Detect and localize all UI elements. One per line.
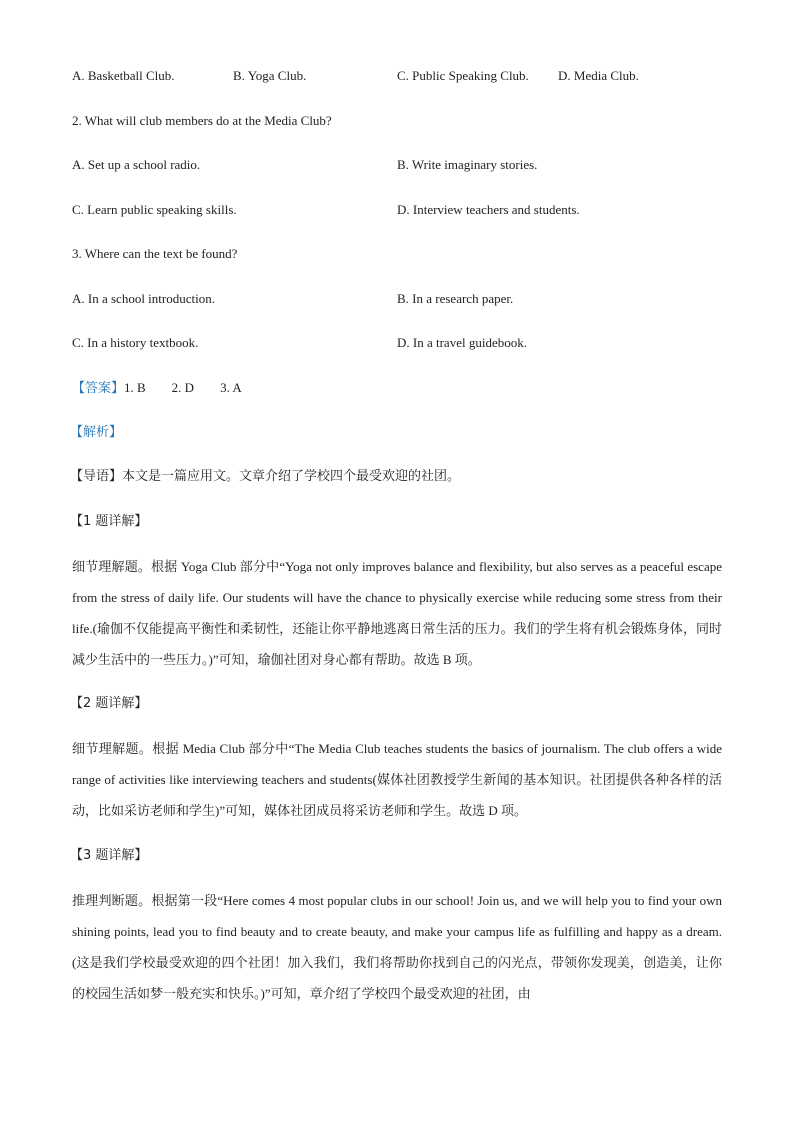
q3-option-b: B. In a research paper.	[397, 291, 514, 306]
q3-option-d: D. In a travel guidebook.	[397, 335, 527, 350]
q1-option-b: B. Yoga Club.	[233, 68, 307, 83]
q1-option-d: D. Media Club.	[558, 68, 639, 83]
detail2-text: 细节理解题。根据 Media Club 部分中“The Media Club teaches students the basics of journalism. The club offers a wide range of activities like interviewing teachers and students(媒体社团教授学生新闻的基本知识。社团提供各种各样的活动，比如采访老师和学生)”可知，媒体社团成员将采访老师和学生。故选 D 项。	[72, 741, 722, 818]
detail2-heading: 【2 题详解】	[70, 696, 148, 711]
q2-option-a: A. Set up a school radio.	[72, 157, 201, 172]
answer-text: 1. B 2. D 3. A	[124, 380, 242, 395]
q1-option-c: C. Public Speaking Club.	[397, 68, 529, 83]
q3-question: 3. Where can the text be found?	[72, 246, 238, 261]
q2-option-b: B. Write imaginary stories.	[397, 157, 538, 172]
q2-question: 2. What will club members do at the Media Club?	[72, 113, 332, 128]
answer-line	[72, 379, 242, 398]
analysis-label: 【解析】	[70, 425, 123, 440]
q3-option-c: C. In a history textbook.	[72, 335, 199, 350]
q3-option-a: A. In a school introduction.	[72, 291, 215, 306]
answer-label: 【答案】	[72, 381, 125, 396]
guide-label: 【导语】	[70, 469, 123, 484]
q2-option-d: D. Interview teachers and students.	[397, 202, 580, 217]
detail3-heading: 【3 题详解】	[70, 848, 148, 863]
detail3-text: 推理判断题。根据第一段“Here comes 4 most popular clubs in our school! Join us, and we will help you to find your own shining points, lead you to find beauty and to create beauty, and make your campus life as fulfilling and happy as a dream.(这是我们学校最受欢迎的四个社团！加入我们，我们将帮助你找到自己的闪光点，带领你发现美，创造美，让你的校园生活如梦一般充实和快乐。)”可知，章介绍了学校四个最受欢迎的社团，由	[72, 893, 722, 1001]
guide-line	[70, 468, 460, 486]
detail1-text: 细节理解题。根据 Yoga Club 部分中“Yoga not only improves balance and flexibility, but also serves as a peaceful escape from the stress of daily life. Our students will have the chance to physically exercise while reducing some stress from their life.(瑜伽不仅能提高平衡性和柔韧性，还能让你平静地逃离日常生活的压力。我们的学生将有机会锻炼身体，同时减少生活中的一些压力。)”可知，瑜伽社团对身心都有帮助。故选 B 项。	[72, 559, 722, 667]
q1-option-a: A. Basketball Club.	[72, 68, 175, 83]
q2-option-c: C. Learn public speaking skills.	[72, 202, 237, 217]
guide-text: 本文是一篇应用文。文章介绍了学校四个最受欢迎的社团。	[122, 469, 461, 484]
detail1-heading: 【1 题详解】	[70, 514, 148, 529]
